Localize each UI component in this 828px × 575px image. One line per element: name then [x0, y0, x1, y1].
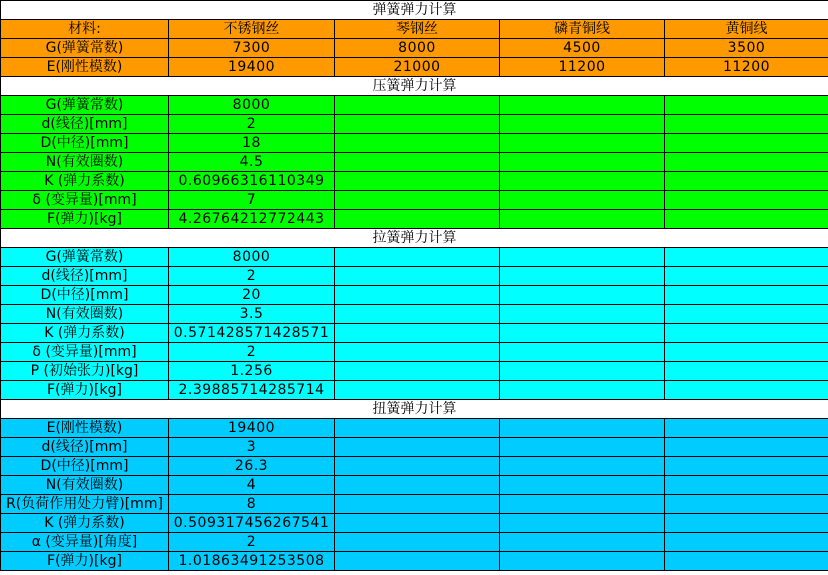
empty-cell[interactable]: [665, 533, 828, 552]
param-value[interactable]: 2: [169, 115, 335, 134]
empty-cell[interactable]: [335, 533, 500, 552]
param-label[interactable]: d(线径)[mm]: [1, 115, 169, 134]
compression-section-title[interactable]: 压簧弹力计算: [1, 77, 828, 96]
empty-cell[interactable]: [335, 457, 500, 476]
param-value[interactable]: 0.509317456267541: [169, 514, 335, 533]
material-e-value[interactable]: 11200: [500, 58, 665, 77]
param-value[interactable]: 4.26764212772443: [169, 210, 335, 229]
empty-cell[interactable]: [665, 514, 828, 533]
empty-cell[interactable]: [500, 286, 665, 305]
param-label[interactable]: N(有效圈数): [1, 153, 169, 172]
empty-cell[interactable]: [665, 191, 828, 210]
empty-cell[interactable]: [500, 305, 665, 324]
empty-cell[interactable]: [665, 210, 828, 229]
param-value[interactable]: 8000: [169, 96, 335, 115]
empty-cell[interactable]: [665, 324, 828, 343]
empty-cell[interactable]: [500, 343, 665, 362]
empty-cell[interactable]: [335, 191, 500, 210]
param-label[interactable]: N(有效圈数): [1, 305, 169, 324]
empty-cell[interactable]: [500, 552, 665, 571]
table-row: [1, 305, 828, 324]
param-value[interactable]: 0.60966316110349: [169, 172, 335, 191]
empty-cell[interactable]: [335, 476, 500, 495]
empty-cell[interactable]: [665, 248, 828, 267]
material-e-value[interactable]: 21000: [335, 58, 500, 77]
material-stainless-steel[interactable]: 不锈钢丝: [169, 20, 335, 39]
empty-cell[interactable]: [335, 134, 500, 153]
empty-cell[interactable]: [665, 153, 828, 172]
table-row: [1, 191, 828, 210]
torsion-section-title[interactable]: 扭簧弹力计算: [1, 400, 828, 419]
param-value[interactable]: 18: [169, 134, 335, 153]
empty-cell[interactable]: [500, 134, 665, 153]
table-row: [1, 552, 828, 571]
param-label[interactable]: α (变异量)[角度]: [1, 533, 169, 552]
table-row: [1, 210, 828, 229]
param-label[interactable]: d(线径)[mm]: [1, 267, 169, 286]
empty-cell[interactable]: [500, 191, 665, 210]
empty-cell[interactable]: [500, 248, 665, 267]
table-row: [1, 96, 828, 115]
extension-section-title[interactable]: 拉簧弹力计算: [1, 229, 828, 248]
empty-cell[interactable]: [500, 362, 665, 381]
empty-cell[interactable]: [500, 115, 665, 134]
empty-cell[interactable]: [335, 343, 500, 362]
empty-cell[interactable]: [500, 96, 665, 115]
empty-cell[interactable]: [665, 552, 828, 571]
empty-cell[interactable]: [665, 495, 828, 514]
param-value[interactable]: 2.39885714285714: [169, 381, 335, 400]
empty-cell[interactable]: [665, 457, 828, 476]
empty-cell[interactable]: [500, 533, 665, 552]
empty-cell[interactable]: [500, 172, 665, 191]
param-label[interactable]: D(中径)[mm]: [1, 286, 169, 305]
empty-cell[interactable]: [335, 267, 500, 286]
param-value[interactable]: 19400: [169, 419, 335, 438]
table-row: [1, 514, 828, 533]
material-g-value[interactable]: 7300: [169, 39, 335, 58]
param-label[interactable]: D(中径)[mm]: [1, 457, 169, 476]
table-row: [1, 134, 828, 153]
param-value[interactable]: 8000: [169, 248, 335, 267]
param-label[interactable]: K (弹力系数): [1, 514, 169, 533]
param-value[interactable]: 2: [169, 267, 335, 286]
material-piano-wire[interactable]: 琴钢丝: [335, 20, 500, 39]
param-label[interactable]: G(弹簧常数): [1, 248, 169, 267]
table-row: [1, 324, 828, 343]
material-g-value[interactable]: 4500: [500, 39, 665, 58]
param-value[interactable]: 4: [169, 476, 335, 495]
material-g-label[interactable]: G(弹簧常数): [1, 39, 169, 58]
sheet-title[interactable]: 弹簧弹力计算: [1, 1, 828, 20]
param-label[interactable]: G(弹簧常数): [1, 96, 169, 115]
param-value[interactable]: 1.01863491253508: [169, 552, 335, 571]
empty-cell[interactable]: [335, 362, 500, 381]
empty-cell[interactable]: [665, 419, 828, 438]
param-label[interactable]: R(负荷作用处力臂)[mm]: [1, 495, 169, 514]
empty-cell[interactable]: [665, 362, 828, 381]
param-label[interactable]: K (弹力系数): [1, 324, 169, 343]
empty-cell[interactable]: [500, 476, 665, 495]
param-value[interactable]: 3: [169, 438, 335, 457]
param-label[interactable]: N(有效圈数): [1, 476, 169, 495]
param-value[interactable]: 2: [169, 343, 335, 362]
param-value[interactable]: 4.5: [169, 153, 335, 172]
empty-cell[interactable]: [335, 324, 500, 343]
material-g-value[interactable]: 8000: [335, 39, 500, 58]
param-value[interactable]: 0.571428571428571: [169, 324, 335, 343]
param-label[interactable]: P (初始张力)[kg]: [1, 362, 169, 381]
table-row: [1, 267, 828, 286]
param-value[interactable]: 20: [169, 286, 335, 305]
torsion-title-row: [1, 400, 828, 419]
material-g-row: [1, 39, 828, 58]
empty-cell[interactable]: [500, 267, 665, 286]
empty-cell[interactable]: [335, 495, 500, 514]
table-row: [1, 438, 828, 457]
empty-cell[interactable]: [335, 438, 500, 457]
empty-cell[interactable]: [665, 305, 828, 324]
material-header-row: [1, 20, 828, 39]
param-label[interactable]: F(弹力)[kg]: [1, 552, 169, 571]
param-label[interactable]: E(刚性模数): [1, 419, 169, 438]
material-header-label[interactable]: 材料:: [1, 20, 169, 39]
empty-cell[interactable]: [335, 419, 500, 438]
table-row: [1, 248, 828, 267]
material-phosphor-bronze[interactable]: 磷青铜线: [500, 20, 665, 39]
param-value[interactable]: 2: [169, 533, 335, 552]
empty-cell[interactable]: [665, 115, 828, 134]
sheet-title-row: [1, 1, 828, 20]
empty-cell[interactable]: [500, 495, 665, 514]
table-row: [1, 286, 828, 305]
table-row: [1, 153, 828, 172]
empty-cell[interactable]: [335, 210, 500, 229]
empty-cell[interactable]: [665, 438, 828, 457]
empty-cell[interactable]: [500, 153, 665, 172]
empty-cell[interactable]: [335, 153, 500, 172]
empty-cell[interactable]: [500, 381, 665, 400]
param-label[interactable]: d(线径)[mm]: [1, 438, 169, 457]
table-row: [1, 419, 828, 438]
extension-title-row: [1, 229, 828, 248]
param-label[interactable]: δ (变异量)[mm]: [1, 191, 169, 210]
empty-cell[interactable]: [335, 381, 500, 400]
empty-cell[interactable]: [500, 457, 665, 476]
table-row: [1, 343, 828, 362]
empty-cell[interactable]: [665, 172, 828, 191]
param-label[interactable]: F(弹力)[kg]: [1, 210, 169, 229]
param-value[interactable]: 3.5: [169, 305, 335, 324]
param-label[interactable]: D(中径)[mm]: [1, 134, 169, 153]
param-value[interactable]: 8: [169, 495, 335, 514]
empty-cell[interactable]: [665, 343, 828, 362]
material-g-value[interactable]: 3500: [665, 39, 828, 58]
material-brass[interactable]: 黄铜线: [665, 20, 828, 39]
empty-cell[interactable]: [500, 438, 665, 457]
param-label[interactable]: δ (变异量)[mm]: [1, 343, 169, 362]
empty-cell[interactable]: [665, 381, 828, 400]
table-row: [1, 533, 828, 552]
material-e-row: [1, 58, 828, 77]
empty-cell[interactable]: [665, 267, 828, 286]
empty-cell[interactable]: [665, 286, 828, 305]
empty-cell[interactable]: [335, 552, 500, 571]
param-label[interactable]: F(弹力)[kg]: [1, 381, 169, 400]
empty-cell[interactable]: [500, 419, 665, 438]
material-e-value[interactable]: 19400: [169, 58, 335, 77]
empty-cell[interactable]: [335, 514, 500, 533]
empty-cell[interactable]: [500, 324, 665, 343]
material-e-value[interactable]: 11200: [665, 58, 828, 77]
table-row: [1, 381, 828, 400]
param-value[interactable]: 7: [169, 191, 335, 210]
empty-cell[interactable]: [335, 96, 500, 115]
empty-cell[interactable]: [335, 248, 500, 267]
empty-cell[interactable]: [665, 134, 828, 153]
table-row: [1, 115, 828, 134]
material-e-label[interactable]: E(刚性模数): [1, 58, 169, 77]
compression-title-row: [1, 77, 828, 96]
table-row: [1, 476, 828, 495]
empty-cell[interactable]: [665, 96, 828, 115]
empty-cell[interactable]: [500, 514, 665, 533]
table-row: [1, 362, 828, 381]
table-row: [1, 172, 828, 191]
param-label[interactable]: K (弹力系数): [1, 172, 169, 191]
empty-cell[interactable]: [335, 305, 500, 324]
param-value[interactable]: 1.256: [169, 362, 335, 381]
empty-cell[interactable]: [335, 115, 500, 134]
empty-cell[interactable]: [665, 476, 828, 495]
table-row: [1, 457, 828, 476]
empty-cell[interactable]: [335, 286, 500, 305]
param-value[interactable]: 26.3: [169, 457, 335, 476]
table-row: [1, 495, 828, 514]
empty-cell[interactable]: [335, 172, 500, 191]
empty-cell[interactable]: [500, 210, 665, 229]
